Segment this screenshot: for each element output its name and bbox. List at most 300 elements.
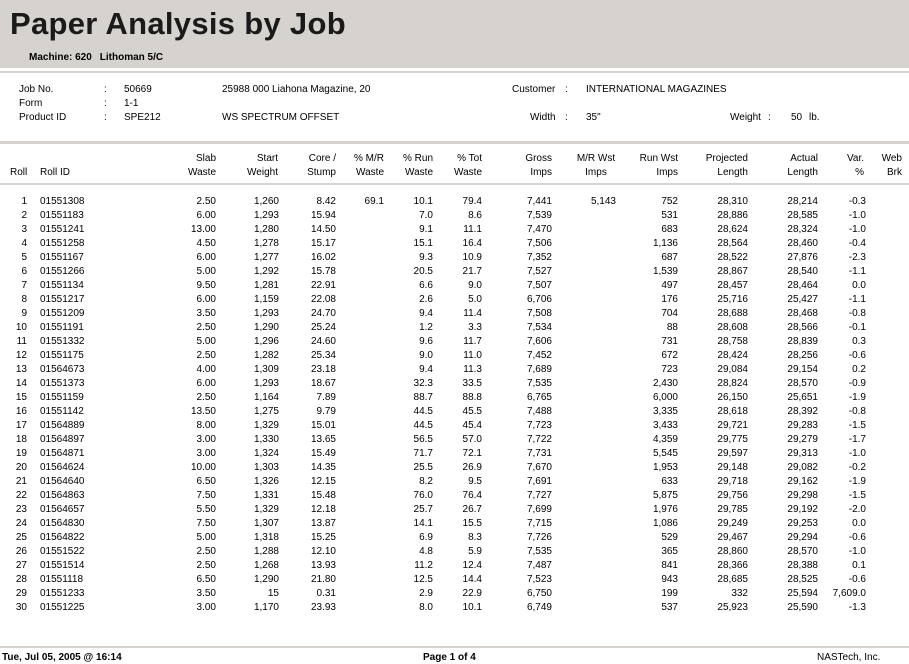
web-brk (866, 363, 906, 377)
var-pct: -0.6 (848, 350, 866, 361)
roll-number: 7 (21, 280, 27, 291)
mr-waste-pct (336, 419, 384, 433)
projected-length: 28,457 (717, 280, 748, 291)
slab-waste: 6.50 (196, 574, 216, 585)
var-pct: -0.6 (848, 532, 866, 543)
projected-length: 28,618 (717, 406, 748, 417)
product-id-value: SPE212 (124, 112, 161, 123)
run-waste-pct: 14.1 (413, 518, 433, 529)
web-brk (866, 433, 906, 447)
projected-length: 28,886 (717, 210, 748, 221)
start-weight: 1,326 (253, 476, 279, 487)
gross-imps: 6,765 (526, 392, 552, 403)
slab-waste: 9.50 (196, 280, 216, 291)
core-stump: 12.18 (310, 504, 336, 515)
product-description: WS SPECTRUM OFFSET (222, 112, 340, 123)
mr-wst-imps (552, 461, 616, 475)
run-wst-imps: 5,545 (652, 448, 678, 459)
run-waste-pct: 7.0 (419, 210, 433, 221)
gross-imps: 7,534 (526, 322, 552, 333)
slab-waste: 5.00 (196, 532, 216, 543)
mr-waste-pct (336, 559, 384, 573)
var-pct: -1.1 (848, 266, 866, 277)
table-row (0, 349, 906, 363)
tot-waste-pct: 10.9 (462, 252, 482, 263)
projected-length: 28,824 (717, 378, 748, 389)
roll-id: 01564640 (40, 476, 85, 487)
table-row (0, 419, 906, 433)
mr-wst-imps (552, 321, 616, 335)
actual-length: 29,162 (787, 476, 818, 487)
web-brk (866, 419, 906, 433)
core-stump: 15.01 (310, 420, 336, 431)
roll-id: 01551514 (40, 560, 85, 571)
roll-id: 01551209 (40, 308, 85, 319)
slab-waste: 8.00 (196, 420, 216, 431)
roll-number: 26 (15, 546, 27, 557)
mr-waste-pct: 69.1 (364, 196, 384, 207)
start-weight: 1,170 (253, 602, 279, 613)
table-row (0, 503, 906, 517)
slab-waste: 5.50 (196, 504, 216, 515)
run-waste-pct: 8.0 (419, 602, 433, 613)
roll-id: 01551167 (40, 252, 84, 263)
roll-id: 01551258 (40, 238, 85, 249)
run-wst-imps: 3,433 (652, 420, 678, 431)
mr-waste-pct (336, 349, 384, 363)
gross-imps: 7,470 (526, 224, 552, 235)
gross-imps: 7,689 (526, 364, 552, 375)
tot-waste-pct: 76.4 (462, 490, 482, 501)
actual-length: 28,585 (787, 210, 818, 221)
run-waste-pct: 9.6 (419, 336, 433, 347)
web-brk (866, 265, 906, 279)
projected-length: 29,785 (717, 504, 748, 515)
actual-length: 27,876 (787, 252, 818, 263)
run-wst-imps: 1,976 (652, 504, 678, 515)
actual-length: 28,468 (787, 308, 818, 319)
var-pct: -1.9 (848, 476, 866, 487)
mr-waste-pct (336, 307, 384, 321)
start-weight: 1,293 (253, 378, 279, 389)
mr-wst-imps (552, 559, 616, 573)
start-weight: 1,330 (253, 434, 279, 445)
run-wst-imps: 1,136 (652, 238, 678, 249)
var-pct: -1.1 (848, 294, 866, 305)
var-pct: 0.2 (852, 364, 866, 375)
mr-wst-imps (552, 237, 616, 251)
run-waste-pct: 15.1 (413, 238, 433, 249)
run-waste-pct: 6.6 (419, 280, 433, 291)
colon: : (104, 84, 107, 95)
mr-wst-imps (552, 377, 616, 391)
width-label: Width (530, 112, 556, 123)
col-header-run-wst-imps: Run Wst Imps (639, 153, 678, 178)
projected-length: 28,685 (717, 574, 748, 585)
divider (0, 71, 909, 73)
mr-wst-imps (552, 587, 616, 601)
gross-imps: 6,750 (526, 588, 552, 599)
actual-length: 29,313 (787, 448, 818, 459)
roll-id: 01564830 (40, 518, 85, 529)
roll-id: 01551373 (40, 378, 85, 389)
col-header-slab-waste: Slab Waste (188, 153, 216, 178)
actual-length: 28,460 (787, 238, 818, 249)
slab-waste: 5.00 (196, 336, 216, 347)
divider (0, 141, 909, 144)
tot-waste-pct: 11.7 (463, 336, 482, 347)
run-waste-pct: 9.1 (419, 224, 433, 235)
web-brk (866, 293, 906, 307)
actual-length: 28,214 (787, 196, 818, 207)
run-waste-pct: 9.0 (419, 350, 433, 361)
roll-id: 01564822 (40, 532, 85, 543)
core-stump: 9.79 (316, 406, 336, 417)
tot-waste-pct: 79.4 (462, 196, 482, 207)
footer-page: Page 1 of 4 (423, 652, 476, 663)
job-description: 25988 000 Liahona Magazine, 20 (222, 84, 371, 95)
start-weight: 1,303 (253, 462, 279, 473)
actual-length: 28,540 (787, 266, 818, 277)
gross-imps: 7,539 (526, 210, 552, 221)
web-brk (866, 321, 906, 335)
roll-id: 01564871 (40, 448, 85, 459)
run-waste-pct: 44.5 (413, 406, 433, 417)
run-wst-imps: 365 (661, 546, 678, 557)
start-weight: 1,159 (253, 294, 279, 305)
roll-id: 01551142 (40, 406, 84, 417)
run-wst-imps: 529 (661, 532, 678, 543)
run-waste-pct: 6.9 (419, 532, 433, 543)
start-weight: 1,324 (253, 448, 279, 459)
var-pct: -1.0 (848, 546, 866, 557)
col-header-actual-length: Actual Length (787, 153, 818, 178)
run-wst-imps: 199 (661, 588, 678, 599)
core-stump: 16.02 (310, 252, 336, 263)
roll-number: 12 (15, 350, 27, 361)
roll-id: 01551175 (40, 350, 84, 361)
table-row (0, 531, 906, 545)
weight-value: 50 (791, 112, 803, 123)
start-weight: 1,278 (253, 238, 279, 249)
web-brk (866, 517, 906, 531)
core-stump: 14.50 (310, 224, 336, 235)
mr-wst-imps (552, 517, 616, 531)
run-wst-imps: 1,953 (652, 462, 678, 473)
mr-waste-pct (336, 223, 384, 237)
run-waste-pct: 12.5 (413, 574, 433, 585)
roll-id: 01551308 (40, 196, 85, 207)
start-weight: 1,293 (253, 308, 279, 319)
roll-id: 01551191 (40, 322, 84, 333)
actual-length: 28,392 (787, 406, 818, 417)
projected-length: 28,424 (717, 350, 748, 361)
slab-waste: 6.00 (196, 378, 216, 389)
tot-waste-pct: 57.0 (462, 434, 482, 445)
roll-id: 01551183 (40, 210, 84, 221)
run-waste-pct: 44.5 (413, 420, 433, 431)
slab-waste: 10.00 (190, 462, 216, 473)
actual-length: 28,256 (787, 350, 818, 361)
mr-waste-pct (336, 321, 384, 335)
mr-waste-pct (336, 251, 384, 265)
tot-waste-pct: 45.4 (462, 420, 482, 431)
slab-waste: 6.00 (196, 252, 216, 263)
mr-waste-pct (336, 279, 384, 293)
roll-number: 14 (15, 378, 27, 389)
report-title: Paper Analysis by Job (10, 6, 346, 41)
gross-imps: 7,352 (526, 252, 552, 263)
mr-waste-pct (336, 601, 384, 615)
core-stump: 7.89 (316, 392, 336, 403)
run-wst-imps: 683 (661, 224, 678, 235)
roll-id: 01564897 (40, 434, 85, 445)
actual-length: 29,283 (787, 420, 818, 431)
core-stump: 15.17 (310, 238, 336, 249)
mr-wst-imps (552, 475, 616, 489)
mr-wst-imps (552, 503, 616, 517)
roll-id: 01551118 (40, 574, 84, 585)
mr-waste-pct (336, 475, 384, 489)
actual-length: 29,154 (787, 364, 818, 375)
slab-waste: 2.50 (196, 350, 216, 361)
roll-number: 8 (21, 294, 27, 305)
gross-imps: 7,722 (526, 434, 552, 445)
run-waste-pct: 71.7 (413, 448, 433, 459)
start-weight: 1,331 (253, 490, 279, 501)
actual-length: 29,294 (787, 532, 818, 543)
weight-label: Weight (730, 112, 761, 123)
mr-wst-imps (552, 489, 616, 503)
var-pct: -1.0 (848, 224, 866, 235)
roll-id: 01551266 (40, 266, 85, 277)
run-wst-imps: 943 (661, 574, 678, 585)
mr-wst-imps (552, 601, 616, 615)
tot-waste-pct: 8.3 (468, 532, 482, 543)
roll-id: 01564863 (40, 490, 85, 501)
table-row (0, 587, 906, 601)
table-row (0, 475, 906, 489)
run-wst-imps: 3,335 (652, 406, 678, 417)
web-brk (866, 279, 906, 293)
col-header-web-brk: Web Brk (881, 153, 902, 178)
projected-length: 29,756 (717, 490, 748, 501)
core-stump: 15.48 (310, 490, 336, 501)
run-wst-imps: 88 (666, 322, 678, 333)
roll-number: 2 (21, 210, 27, 221)
job-no-label: Job No. (19, 84, 54, 95)
roll-id: 01551522 (40, 546, 85, 557)
mr-wst-imps (552, 391, 616, 405)
projected-length: 28,867 (717, 266, 748, 277)
gross-imps: 7,488 (526, 406, 552, 417)
slab-waste: 3.00 (196, 448, 216, 459)
gross-imps: 7,670 (526, 462, 552, 473)
slab-waste: 2.50 (196, 196, 216, 207)
start-weight: 1,290 (253, 322, 279, 333)
tot-waste-pct: 16.4 (462, 238, 482, 249)
actual-length: 28,388 (787, 560, 818, 571)
web-brk (866, 573, 906, 587)
product-id-label: Product ID (19, 112, 67, 123)
run-waste-pct: 20.5 (413, 266, 433, 277)
actual-length: 28,464 (787, 280, 818, 291)
slab-waste: 6.00 (196, 294, 216, 305)
mr-wst-imps (552, 405, 616, 419)
tot-waste-pct: 9.5 (468, 476, 482, 487)
web-brk (866, 223, 906, 237)
col-header-var-pct: Var. % (846, 153, 864, 178)
start-weight: 1,309 (253, 364, 279, 375)
core-stump: 15.94 (310, 210, 336, 221)
projected-length: 26,150 (717, 392, 748, 403)
slab-waste: 2.50 (196, 546, 216, 557)
roll-number: 3 (21, 224, 27, 235)
tot-waste-pct: 9.0 (468, 280, 482, 291)
form-value: 1-1 (124, 98, 139, 109)
run-waste-pct: 56.5 (413, 434, 433, 445)
core-stump: 14.35 (310, 462, 336, 473)
core-stump: 22.08 (310, 294, 336, 305)
actual-length: 29,298 (787, 490, 818, 501)
run-wst-imps: 537 (661, 602, 678, 613)
mr-wst-imps (552, 419, 616, 433)
gross-imps: 7,699 (526, 504, 552, 515)
slab-waste: 5.00 (196, 266, 216, 277)
tot-waste-pct: 5.9 (468, 546, 482, 557)
actual-length: 28,566 (787, 322, 818, 333)
customer-value: INTERNATIONAL MAGAZINES (586, 84, 727, 95)
var-pct: -1.9 (848, 392, 866, 403)
var-pct: -2.3 (848, 252, 866, 263)
core-stump: 15.78 (310, 266, 336, 277)
projected-length: 25,923 (717, 602, 748, 613)
roll-number: 17 (15, 420, 27, 431)
var-pct: -1.5 (848, 420, 866, 431)
var-pct: -0.1 (848, 322, 866, 333)
col-header-mr-waste: % M/R Waste (354, 153, 384, 178)
start-weight: 1,288 (253, 546, 279, 557)
gross-imps: 7,487 (526, 560, 552, 571)
run-wst-imps: 4,359 (652, 434, 678, 445)
actual-length: 25,427 (787, 294, 818, 305)
start-weight: 1,275 (253, 406, 279, 417)
divider (0, 646, 909, 648)
tot-waste-pct: 3.3 (468, 322, 482, 333)
run-wst-imps: 687 (661, 252, 678, 263)
roll-number: 21 (15, 476, 27, 487)
col-header-roll: Roll (10, 167, 28, 178)
projected-length: 29,084 (717, 364, 748, 375)
weight-unit: lb. (809, 112, 820, 123)
run-waste-pct: 9.3 (419, 252, 433, 263)
core-stump: 0.31 (316, 588, 336, 599)
mr-waste-pct (336, 335, 384, 349)
actual-length: 28,324 (787, 224, 818, 235)
slab-waste: 6.00 (196, 210, 216, 221)
var-pct: -0.2 (848, 462, 866, 473)
core-stump: 8.42 (316, 196, 336, 207)
table-row (0, 517, 906, 531)
projected-length: 29,597 (717, 448, 748, 459)
roll-number: 6 (21, 266, 27, 277)
tot-waste-pct: 26.7 (462, 504, 482, 515)
var-pct: 0.1 (852, 560, 866, 571)
roll-id: 01564657 (40, 504, 85, 515)
col-header-roll-id: Roll ID (40, 167, 71, 178)
table-row (0, 559, 906, 573)
colon: : (104, 98, 107, 109)
mr-wst-imps (552, 223, 616, 237)
start-weight: 1,318 (253, 532, 279, 543)
mr-waste-pct (336, 265, 384, 279)
var-pct: -0.9 (848, 378, 866, 389)
start-weight: 1,282 (253, 350, 279, 361)
roll-id: 01564673 (40, 364, 85, 375)
roll-number: 1 (21, 196, 27, 207)
web-brk (866, 559, 906, 573)
mr-wst-imps (552, 265, 616, 279)
gross-imps: 7,731 (526, 448, 552, 459)
projected-length: 28,860 (717, 546, 748, 557)
mr-waste-pct (336, 517, 384, 531)
actual-length: 25,651 (787, 392, 818, 403)
table-row (0, 209, 906, 223)
web-brk (866, 489, 906, 503)
table-row (0, 601, 906, 615)
colon: : (768, 112, 771, 123)
mr-wst-imps (552, 349, 616, 363)
roll-id: 01551332 (40, 336, 85, 347)
projected-length: 28,758 (717, 336, 748, 347)
roll-id: 01551217 (40, 294, 85, 305)
table-row (0, 321, 906, 335)
var-pct: -1.0 (848, 448, 866, 459)
col-header-projected-length: Projected Length (705, 153, 748, 178)
mr-wst-imps (552, 279, 616, 293)
core-stump: 13.93 (310, 560, 336, 571)
mr-waste-pct (336, 503, 384, 517)
table-row (0, 391, 906, 405)
roll-id: 01564624 (40, 462, 85, 473)
run-wst-imps: 5,875 (652, 490, 678, 501)
table-row (0, 447, 906, 461)
mr-wst-imps (552, 251, 616, 265)
var-pct: -1.5 (848, 490, 866, 501)
table-row (0, 237, 906, 251)
gross-imps: 7,506 (526, 238, 552, 249)
gross-imps: 7,726 (526, 532, 552, 543)
start-weight: 1,307 (253, 518, 279, 529)
table-row (0, 489, 906, 503)
run-waste-pct: 25.7 (413, 504, 433, 515)
mr-waste-pct (336, 405, 384, 419)
projected-length: 28,624 (717, 224, 748, 235)
tot-waste-pct: 45.5 (462, 406, 482, 417)
table-row (0, 195, 906, 209)
mr-wst-imps (552, 335, 616, 349)
actual-length: 28,570 (787, 378, 818, 389)
var-pct: 7,609.0 (832, 588, 866, 599)
var-pct: -0.8 (848, 406, 866, 417)
var-pct: -0.8 (848, 308, 866, 319)
run-waste-pct: 11.2 (414, 560, 433, 571)
mr-wst-imps (552, 545, 616, 559)
mr-waste-pct (336, 545, 384, 559)
table-row (0, 545, 906, 559)
run-wst-imps: 2,430 (652, 378, 678, 389)
slab-waste: 4.00 (196, 364, 216, 375)
